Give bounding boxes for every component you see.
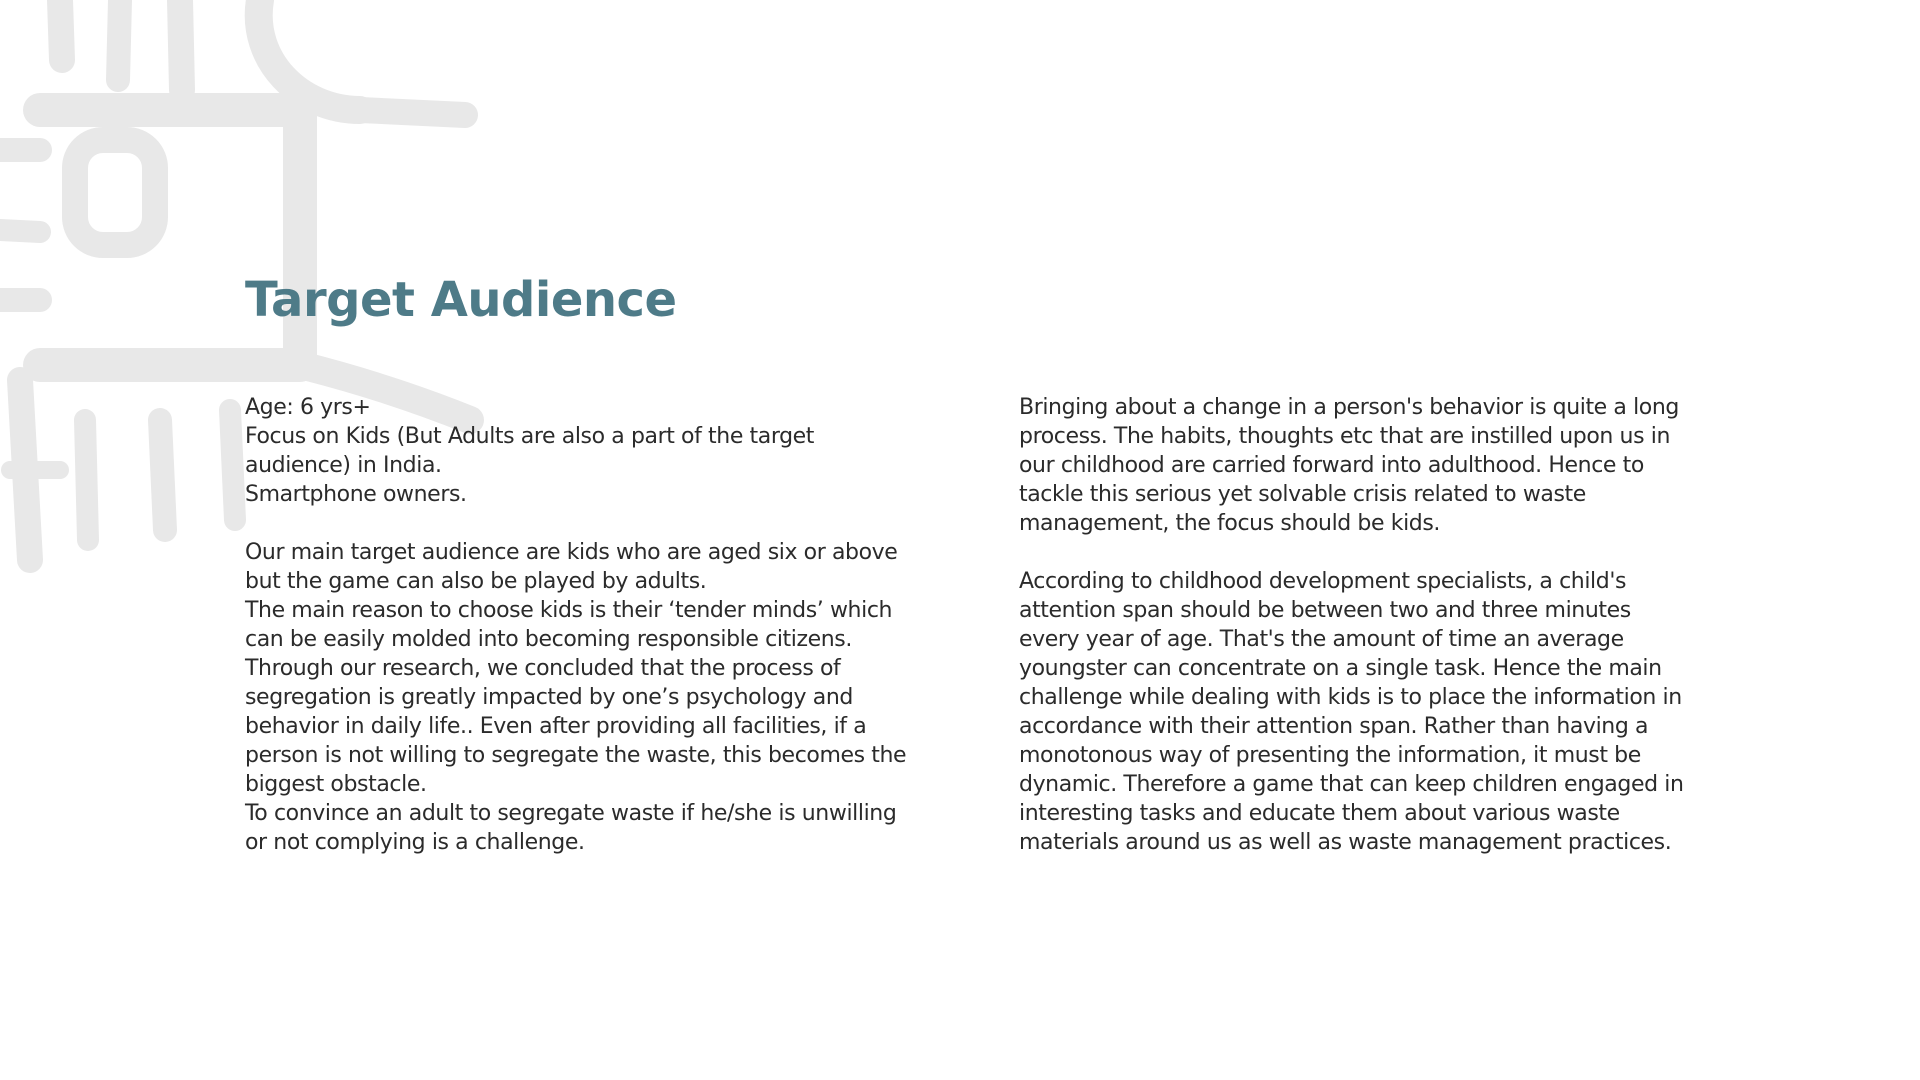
text-line: accordance with their attention span. Rather than having a xyxy=(1019,714,1649,739)
text-line: our childhood are carried forward into adulthood. Hence to xyxy=(1019,453,1644,478)
text-line: monotonous way of presenting the information, it must be xyxy=(1019,743,1641,768)
text-line: According to childhood development specialists, a child's xyxy=(1019,569,1627,594)
text-line: management, the focus should be kids. xyxy=(1019,511,1441,536)
text-line: dynamic. Therefore a game that can keep children engaged in xyxy=(1019,772,1684,797)
text-line: biggest obstacle. xyxy=(245,772,427,797)
text-line: segregation is greatly impacted by one’s psychology and xyxy=(245,685,853,710)
text-line: but the game can also be played by adults. xyxy=(245,569,707,594)
right-column xyxy=(1019,393,1739,857)
paragraph-gap xyxy=(1019,538,1739,567)
left-column xyxy=(245,393,945,857)
text-line: To convince an adult to segregate waste if he/she is unwilling xyxy=(245,801,897,826)
text-line: tackle this serious yet solvable crisis related to waste xyxy=(1019,482,1586,507)
text-line: Bringing about a change in a person's behavior is quite a long xyxy=(1019,395,1679,420)
text-line: Through our research, we concluded that the process of xyxy=(245,656,841,681)
text-line: Our main target audience are kids who are aged six or above xyxy=(245,540,898,565)
page-title: Target Audience xyxy=(245,272,677,328)
text-line: can be easily molded into becoming responsible citizens. xyxy=(245,627,852,652)
text-line: attention span should be between two and three minutes xyxy=(1019,598,1631,623)
text-line: every year of age. That's the amount of time an average xyxy=(1019,627,1624,652)
paragraph-gap xyxy=(245,509,945,538)
text-line: Smartphone owners. xyxy=(245,482,467,507)
text-line: youngster can concentrate on a single task. Hence the main xyxy=(1019,656,1662,681)
text-line: challenge while dealing with kids is to place the information in xyxy=(1019,685,1682,710)
text-line: process. The habits, thoughts etc that are instilled upon us in xyxy=(1019,424,1670,449)
text-line: The main reason to choose kids is their ‘tender minds’ which xyxy=(245,598,893,623)
text-line: person is not willing to segregate the waste, this becomes the xyxy=(245,743,907,768)
text-line: materials around us as well as waste management practices. xyxy=(1019,830,1672,855)
text-line: audience) in India. xyxy=(245,453,442,478)
text-line: behavior in daily life.. Even after providing all facilities, if a xyxy=(245,714,867,739)
text-line: Age: 6 yrs+ xyxy=(245,395,371,420)
text-line: interesting tasks and educate them about various waste xyxy=(1019,801,1620,826)
text-line: or not complying is a challenge. xyxy=(245,830,585,855)
text-line: Focus on Kids (But Adults are also a part of the target xyxy=(245,424,815,449)
